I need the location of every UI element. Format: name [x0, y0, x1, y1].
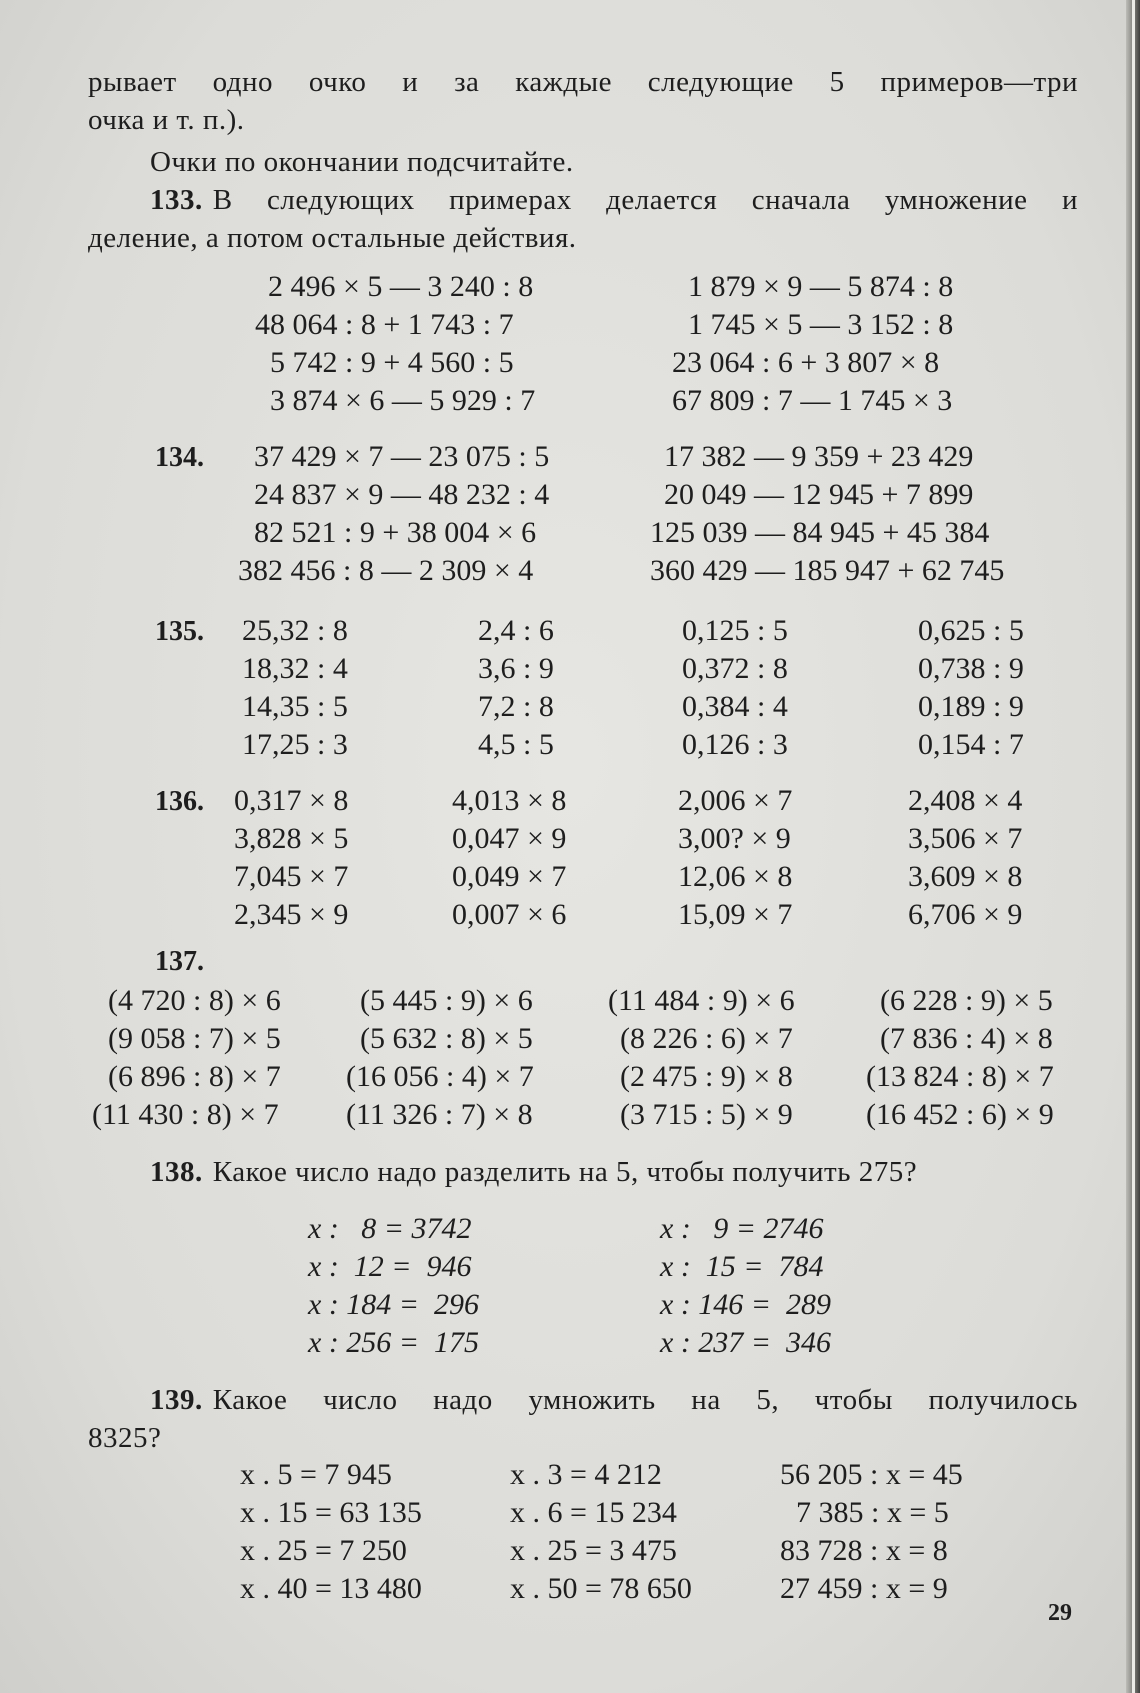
p133-left-3: 5 742 : 9 + 4 560 : 5 [270, 346, 514, 379]
intro-line-2: очка и т. п.). [88, 104, 245, 136]
p138-left-2: x : 12 = 946 [308, 1250, 472, 1283]
p134-right-4: 360 429 — 185 947 + 62 745 [650, 554, 1005, 587]
problem-136-number: 136. [155, 786, 204, 817]
p136-c2-r1: 4,013 × 8 [452, 784, 567, 817]
p135-c4-r2: 0,738 : 9 [918, 652, 1024, 685]
p137-c3-r4: (3 715 : 5) × 9 [620, 1098, 793, 1131]
p136-c3-r4: 15,09 × 7 [678, 898, 793, 931]
p137-c1-r4: (11 430 : 8) × 7 [92, 1098, 279, 1131]
p137-c3-r1: (11 484 : 9) × 6 [608, 984, 795, 1017]
problem-133-heading [150, 184, 1078, 217]
p136-c1-r1: 0,317 × 8 [234, 784, 349, 817]
p137-c1-r2: (9 058 : 7) × 5 [108, 1022, 281, 1055]
p133-left-4: 3 874 × 6 — 5 929 : 7 [270, 384, 536, 417]
p137-c2-r3: (16 056 : 4) × 7 [346, 1060, 534, 1093]
p134-left-3: 82 521 : 9 + 38 004 × 6 [254, 516, 537, 549]
p135-c4-r4: 0,154 : 7 [918, 728, 1024, 761]
problem-133-text-2: деление, а потом остальные действия. [88, 222, 577, 254]
p137-c1-r1: (4 720 : 8) × 6 [108, 984, 281, 1017]
p137-c1-r3: (6 896 : 8) × 7 [108, 1060, 281, 1093]
p137-c4-r2: (7 836 : 4) × 8 [880, 1022, 1053, 1055]
p136-c1-r4: 2,345 × 9 [234, 898, 349, 931]
problem-139-text-1: Какое число надо умножить на 5, чтобы получилось [212, 1384, 1078, 1416]
p135-c3-r3: 0,384 : 4 [682, 690, 788, 723]
p136-c2-r2: 0,047 × 9 [452, 822, 567, 855]
problem-139-number: 139. [150, 1384, 203, 1416]
p137-c4-r3: (13 824 : 8) × 7 [866, 1060, 1054, 1093]
p139-c3-r3: 83 728 : x = 8 [780, 1534, 948, 1567]
p135-c1-r2: 18,32 : 4 [242, 652, 348, 685]
p139-c3-r1: 56 205 : x = 45 [780, 1458, 963, 1491]
p137-c4-r1: (6 228 : 9) × 5 [880, 984, 1053, 1017]
p136-c4-r1: 2,408 × 4 [908, 784, 1023, 817]
p135-c1-r4: 17,25 : 3 [242, 728, 348, 761]
p138-left-4: x : 256 = 175 [308, 1326, 480, 1359]
p135-c4-r3: 0,189 : 9 [918, 690, 1024, 723]
p134-right-1: 17 382 — 9 359 + 23 429 [664, 440, 974, 473]
problem-139-text-2: 8325? [88, 1422, 162, 1454]
p134-left-4: 382 456 : 8 — 2 309 × 4 [238, 554, 534, 587]
p134-left-2: 24 837 × 9 — 48 232 : 4 [254, 478, 550, 511]
p137-c3-r2: (8 226 : 6) × 7 [620, 1022, 793, 1055]
p135-c2-r2: 3,6 : 9 [478, 652, 554, 685]
p139-c2-r2: x . 6 = 15 234 [510, 1496, 677, 1529]
p135-c3-r1: 0,125 : 5 [682, 614, 788, 647]
page-edge-shadow [1126, 0, 1140, 1693]
problem-137-number: 137. [155, 946, 204, 977]
p138-right-2: x : 15 = 784 [660, 1250, 824, 1283]
p136-c1-r3: 7,045 × 7 [234, 860, 349, 893]
p138-right-1: x : 9 = 2746 [660, 1212, 824, 1245]
p135-c2-r4: 4,5 : 5 [478, 728, 554, 761]
p135-c4-r1: 0,625 : 5 [918, 614, 1024, 647]
p136-c4-r2: 3,506 × 7 [908, 822, 1023, 855]
p138-right-4: x : 237 = 346 [660, 1326, 832, 1359]
p133-right-1: 1 879 × 9 — 5 874 : 8 [688, 270, 954, 303]
p136-c3-r1: 2,006 × 7 [678, 784, 793, 817]
p135-c1-r1: 25,32 : 8 [242, 614, 348, 647]
p133-left-2: 48 064 : 8 + 1 743 : 7 [255, 308, 514, 341]
p137-c2-r1: (5 445 : 9) × 6 [360, 984, 533, 1017]
p139-c1-r1: x . 5 = 7 945 [240, 1458, 392, 1491]
p133-right-2: 1 745 × 5 — 3 152 : 8 [688, 308, 954, 341]
p137-c3-r3: (2 475 : 9) × 8 [620, 1060, 793, 1093]
p137-c2-r2: (5 632 : 8) × 5 [360, 1022, 533, 1055]
p135-c1-r3: 14,35 : 5 [242, 690, 348, 723]
problem-134-number: 134. [155, 442, 204, 473]
problem-133-text-1: В следующих примерах делается сначала умножение и [212, 184, 1078, 216]
p139-c2-r1: x . 3 = 4 212 [510, 1458, 662, 1491]
p139-c2-r4: x . 50 = 78 650 [510, 1572, 692, 1605]
p134-left-1: 37 429 × 7 — 23 075 : 5 [254, 440, 550, 473]
p138-right-3: x : 146 = 289 [660, 1288, 832, 1321]
p134-right-2: 20 049 — 12 945 + 7 899 [664, 478, 974, 511]
p136-c2-r3: 0,049 × 7 [452, 860, 567, 893]
p136-c3-r3: 12,06 × 8 [678, 860, 793, 893]
problem-139-heading [150, 1384, 1078, 1417]
p139-c3-r2: 7 385 : x = 5 [796, 1496, 949, 1529]
p137-c2-r4: (11 326 : 7) × 8 [346, 1098, 533, 1131]
p136-c3-r2: 3,00? × 9 [678, 822, 791, 855]
p133-left-1: 2 496 × 5 — 3 240 : 8 [268, 270, 534, 303]
p135-c2-r3: 7,2 : 8 [478, 690, 554, 723]
p136-c4-r3: 3,609 × 8 [908, 860, 1023, 893]
p133-right-3: 23 064 : 6 + 3 807 × 8 [672, 346, 940, 379]
p135-c3-r4: 0,126 : 3 [682, 728, 788, 761]
p136-c2-r4: 0,007 × 6 [452, 898, 567, 931]
p137-c4-r4: (16 452 : 6) × 9 [866, 1098, 1054, 1131]
p133-right-4: 67 809 : 7 — 1 745 × 3 [672, 384, 953, 417]
problem-138-number: 138. [150, 1156, 203, 1188]
page-number: 29 [1048, 1600, 1072, 1626]
problem-138-heading [150, 1156, 1078, 1189]
p139-c3-r4: 27 459 : x = 9 [780, 1572, 948, 1605]
p139-c1-r4: x . 40 = 13 480 [240, 1572, 422, 1605]
p139-c1-r2: x . 15 = 63 135 [240, 1496, 422, 1529]
p136-c1-r2: 3,828 × 5 [234, 822, 349, 855]
problem-135-number: 135. [155, 616, 204, 647]
intro-line-3: Очки по окончании подсчитайте. [150, 146, 574, 178]
p138-left-1: x : 8 = 3742 [308, 1212, 472, 1245]
p139-c1-r3: x . 25 = 7 250 [240, 1534, 407, 1567]
p134-right-3: 125 039 — 84 945 + 45 384 [650, 516, 990, 549]
p136-c4-r4: 6,706 × 9 [908, 898, 1023, 931]
p138-left-3: x : 184 = 296 [308, 1288, 480, 1321]
p139-c2-r3: x . 25 = 3 475 [510, 1534, 677, 1567]
p135-c3-r2: 0,372 : 8 [682, 652, 788, 685]
intro-line-1: рывает одно очко и за каждые следующие 5 примеров—три [88, 66, 1078, 98]
problem-133-number: 133. [150, 184, 203, 216]
p135-c2-r1: 2,4 : 6 [478, 614, 554, 647]
problem-138-text: Какое число надо разделить на 5, чтобы получить 275? [212, 1156, 918, 1188]
